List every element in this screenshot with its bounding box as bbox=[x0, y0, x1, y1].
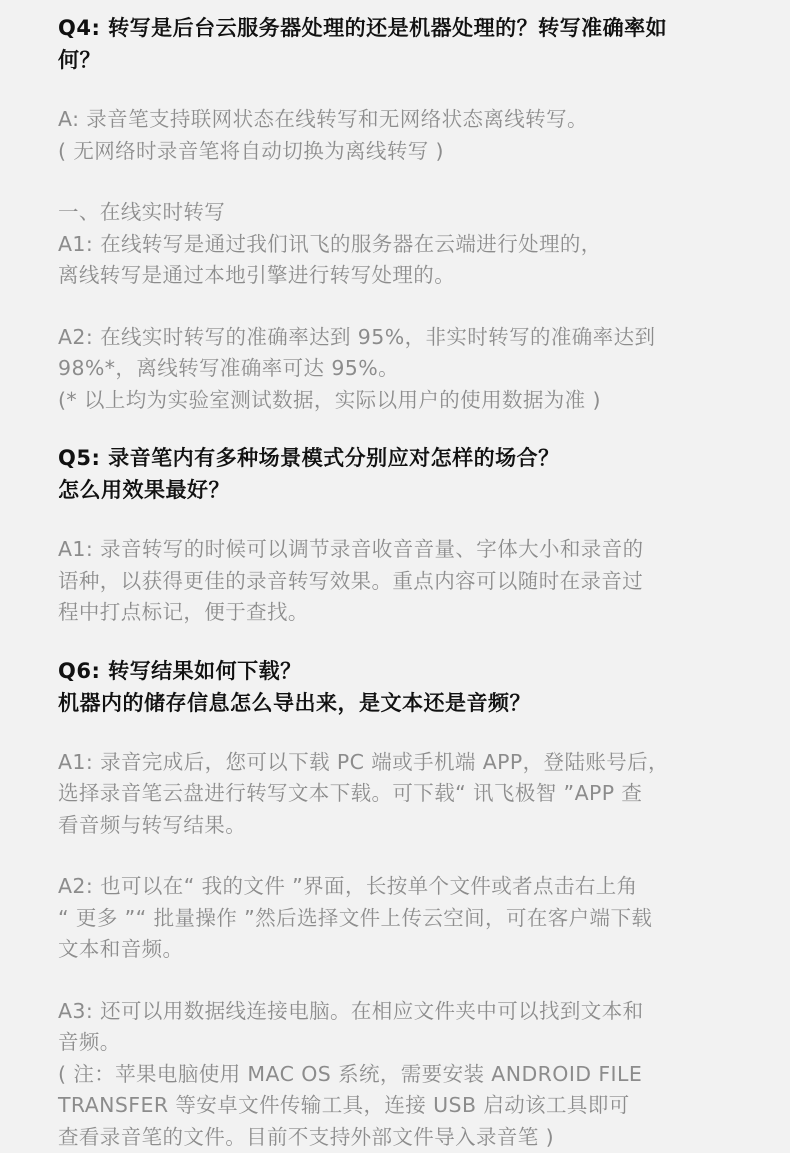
answer-q6-para3 bbox=[58, 996, 750, 1153]
answer-q4-para1 bbox=[58, 104, 750, 167]
answer-line: 查看录音笔的文件。目前不支持外部文件导入录音笔 ) bbox=[58, 1122, 750, 1153]
answer-line: 文本和音频。 bbox=[58, 934, 750, 966]
answer-q5-para1 bbox=[58, 534, 750, 629]
answer-line: (* 以上均为实验室测试数据，实际以用户的使用数据为准 ) bbox=[58, 385, 750, 417]
answer-line: A2: 也可以在“ 我的文件 ”界面，长按单个文件或者点击右上角 bbox=[58, 871, 750, 903]
answer-line: A2: 在线实时转写的准确率达到 95%，非实时转写的准确率达到 bbox=[58, 322, 750, 354]
question-line: Q5: 录音笔内有多种场景模式分别应对怎样的场合？ bbox=[58, 442, 750, 474]
answer-line: 看音频与转写结果。 bbox=[58, 810, 750, 842]
answer-line: 离线转写是通过本地引擎进行转写处理的。 bbox=[58, 260, 750, 292]
answer-line: 音频。 bbox=[58, 1027, 750, 1059]
answer-q6-para1 bbox=[58, 747, 750, 842]
answer-q4-para3 bbox=[58, 322, 750, 417]
answer-line: “ 更多 ”“ 批量操作 ”然后选择文件上传云空间，可在客户端下载 bbox=[58, 903, 750, 935]
question-line: 机器内的储存信息怎么导出来，是文本还是音频？ bbox=[58, 687, 750, 719]
question-q4-title bbox=[58, 12, 750, 76]
question-line: 何？ bbox=[58, 44, 750, 76]
question-q6-title bbox=[58, 655, 750, 719]
question-line: Q4: 转写是后台云服务器处理的还是机器处理的？转写准确率如 bbox=[58, 12, 750, 44]
answer-line: 选择录音笔云盘进行转写文本下载。可下载“ 讯飞极智 ”APP 查 bbox=[58, 778, 750, 810]
answer-line: ( 注：苹果电脑使用 MAC OS 系统，需要安装 ANDROID FILE bbox=[58, 1059, 750, 1091]
answer-line: A1: 在线转写是通过我们讯飞的服务器在云端进行处理的， bbox=[58, 229, 750, 261]
answer-line: 程中打点标记，便于查找。 bbox=[58, 597, 750, 629]
answer-line: A1: 录音转写的时候可以调节录音收音音量、字体大小和录音的 bbox=[58, 534, 750, 566]
answer-line: 一、在线实时转写 bbox=[58, 197, 750, 229]
answer-line: A1: 录音完成后，您可以下载 PC 端或手机端 APP，登陆账号后， bbox=[58, 747, 750, 779]
question-line: Q6: 转写结果如何下载？ bbox=[58, 655, 750, 687]
answer-line: 98%*，离线转写准确率可达 95%。 bbox=[58, 353, 750, 385]
question-q5-title bbox=[58, 442, 750, 506]
answer-q4-para2 bbox=[58, 197, 750, 292]
answer-line: ( 无网络时录音笔将自动切换为离线转写 ) bbox=[58, 136, 750, 168]
answer-q6-para2 bbox=[58, 871, 750, 966]
answer-line: A3: 还可以用数据线连接电脑。在相应文件夹中可以找到文本和 bbox=[58, 996, 750, 1028]
answer-line: 语种，以获得更佳的录音转写效果。重点内容可以随时在录音过 bbox=[58, 566, 750, 598]
answer-line: TRANSFER 等安卓文件传输工具，连接 USB 启动该工具即可 bbox=[58, 1090, 750, 1122]
question-line: 怎么用效果最好？ bbox=[58, 474, 750, 506]
answer-line: A: 录音笔支持联网状态在线转写和无网络状态离线转写。 bbox=[58, 104, 750, 136]
